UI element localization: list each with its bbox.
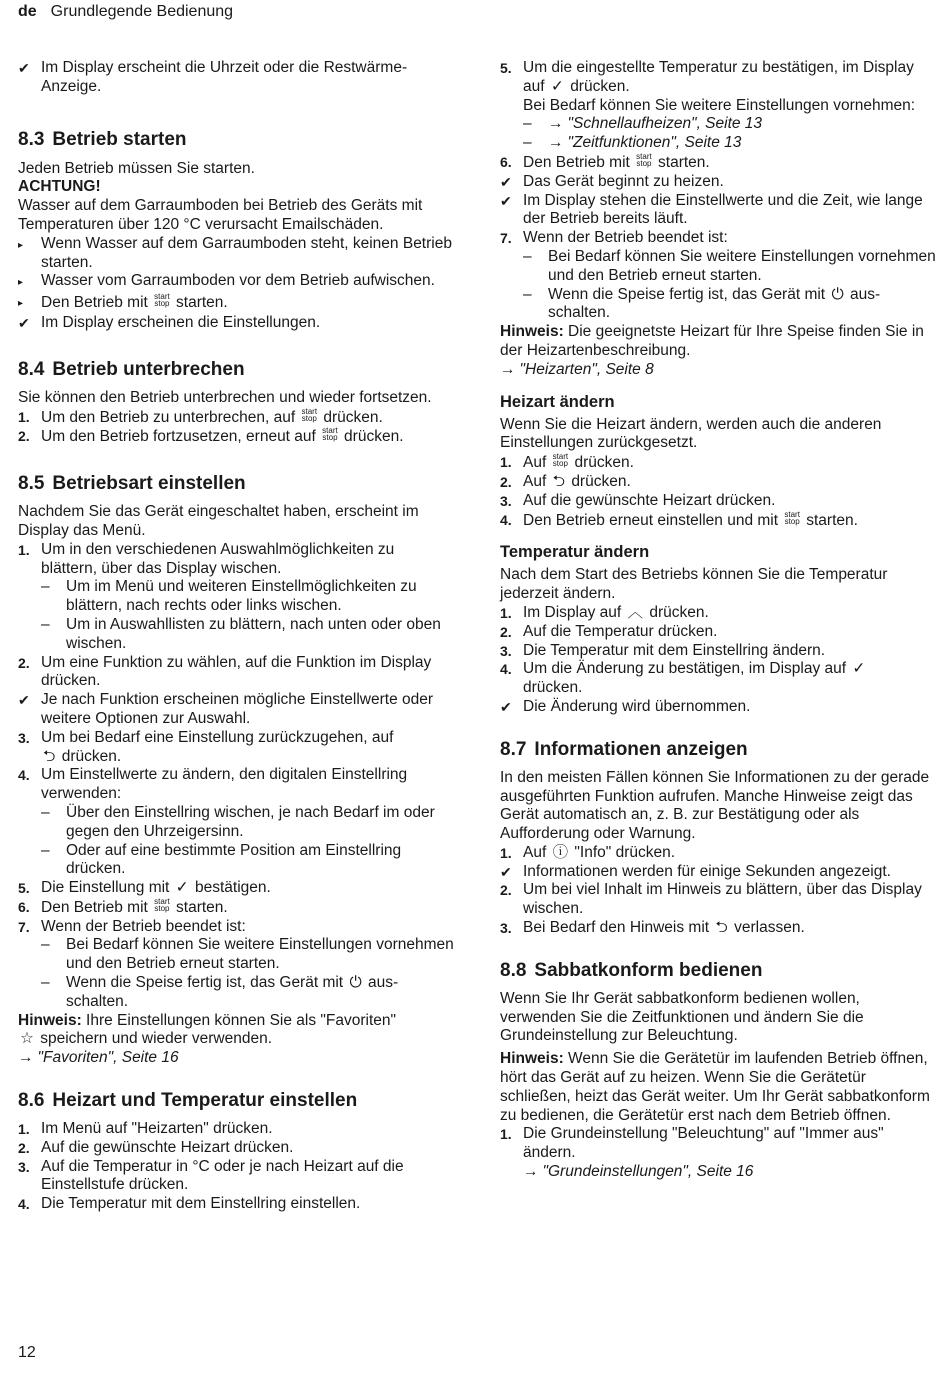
- result-line: ✔ Informationen werden für einige Sekunden angezeigt.: [500, 862, 891, 880]
- result-line: ✔ Im Display erscheinen die Einstellungen.: [18, 313, 321, 331]
- step: 2. Um eine Funktion zu wählen, auf die Funktion im Display drücken.: [18, 653, 432, 690]
- step: 6. Den Betrieb mit start stop starten.: [500, 151, 710, 171]
- step: 5. Die Einstellung mit ✓ bestätigen.: [18, 879, 271, 897]
- hint: Hinweis: Die geeignetste Heizart für Ihre Speise finden Sie in der Heizartenbeschreibung.: [500, 323, 924, 359]
- step: 2. Auf die gewünschte Heizart drücken.: [18, 1138, 294, 1156]
- step: 4. Den Betrieb erneut einstellen und mit start stop starten.: [500, 509, 858, 529]
- back-icon: ⮌: [552, 472, 565, 490]
- heading-temperatur-aendern: Temperatur ändern: [500, 543, 650, 562]
- language-code: de: [18, 3, 37, 20]
- hint: Hinweis: Ihre Einstellungen können Sie als "Favoriten" ☆ speichern und wieder verwenden.: [18, 1011, 397, 1048]
- star-icon: ☆: [20, 1030, 34, 1048]
- back-icon: ⮌: [715, 919, 728, 937]
- sub-item: – Um in Auswahllisten zu blättern, nach unten oder oben wischen.: [41, 615, 441, 652]
- step: 1. Um den Betrieb zu unterbrechen, auf start stop drücken.: [18, 406, 383, 426]
- step: 1. Die Grundeinstellung "Beleuchtung" auf "Immer aus" ändern. → "Grundeinstellungen", Seite 16: [500, 1125, 884, 1181]
- step: 1. Um in den verschiedenen Auswahlmöglichkeiten zu blättern, über das Display wischen.: [18, 540, 395, 577]
- step: 2. Auf die Temperatur drücken.: [500, 622, 718, 640]
- power-icon: ⏻: [349, 974, 362, 992]
- power-icon: ⏻: [831, 285, 844, 303]
- step: 7. Wenn der Betrieb beendet ist:: [500, 229, 728, 247]
- cross-reference: → "Favoriten", Seite 16: [18, 1049, 179, 1067]
- start-stop-icon: start stop: [636, 151, 652, 168]
- heading-8-5: 8.5 Betriebsart einstellen: [18, 473, 246, 495]
- chevron-up-icon: ︿: [627, 603, 644, 621]
- sub-item: – Wenn die Speise fertig ist, das Gerät mit ⏻ ausschalten.: [523, 285, 881, 322]
- heading-8-8: 8.8 Sabbatkonform bedienen: [500, 959, 763, 981]
- arrow-icon: →: [548, 134, 564, 152]
- heading-8-3: 8.3 Betrieb starten: [18, 128, 187, 150]
- page-number: 12: [18, 1344, 36, 1361]
- result-icon: ✔: [500, 698, 512, 715]
- heading-8-7: 8.7 Informationen anzeigen: [500, 738, 748, 760]
- start-stop-icon: start stop: [784, 509, 800, 526]
- arrow-icon: →: [18, 1049, 34, 1067]
- heading-8-6: 8.6 Heizart und Temperatur einstellen: [18, 1090, 358, 1112]
- sub-item: – → "Schnellaufheizen", Seite 13: [523, 115, 763, 133]
- step: 1. Auf ⓘ "Info" drücken.: [500, 843, 676, 861]
- back-icon: ⮌: [43, 747, 56, 765]
- step: 1. Im Menü auf "Heizarten" drücken.: [18, 1120, 273, 1138]
- step: 4. Die Temperatur mit dem Einstellring einstellen.: [18, 1195, 361, 1213]
- action-icon: ▸: [18, 298, 24, 310]
- result-icon: ✔: [18, 60, 30, 76]
- step: 1. Auf start stop drücken.: [500, 452, 634, 472]
- action-icon: ▸: [18, 277, 24, 289]
- page-header: [18, 2, 233, 22]
- action-icon: ▸: [18, 239, 24, 251]
- sub-item: – Über den Einstellring wischen, je nach Bedarf im oder gegen den Uhrzeigersinn.: [41, 803, 435, 840]
- step: 3. Die Temperatur mit dem Einstellring ändern.: [500, 641, 826, 659]
- arrow-icon: →: [500, 360, 516, 378]
- bullet: ▸ Wasser vom Garraumboden vor dem Betrieb aufwischen.: [18, 272, 454, 293]
- result-icon: ✔: [18, 692, 30, 709]
- left-column: ✔ Im Display erscheint die Uhrzeit oder die Restwärme-Anzeige. 8.3 Betrieb starten Jeden Betrieb müssen Sie starten. ACHTUNG! Wasser auf dem Garraumboden bei Betrieb des Geräts mit Temperaturen über 120 °C verursacht Emailschäden. ▸ Wenn Wasser auf dem Garraumboden steht, keinen Betrieb starten. ▸ Wasser vom Garraumboden vor dem Betrieb aufwischen. ▸ Den Betrieb mit start stop starten. ✔ Im Display erscheinen die Einstellungen. 8.4 Betrieb unterbrechen Sie können den Betrieb unterbrechen und wieder fortsetzen. 1. Um den Betrieb zu unterbrechen, auf start stop drücken. 2. Um den Betrieb fortzusetzen, erneut auf start stop drücken. 8.5 Betriebsart einstellen Nachdem Sie das Gerät eingeschaltet haben, erscheint im Display das Menü. 1. Um in den verschiedenen Auswahlmöglichkeiten zu blättern, über das Display wischen. – Um im Menü und weiteren Einstellmöglichkeiten zu blättern, nach rechts oder links wischen. – Um in Auswahllisten zu blättern, nach unten oder oben wischen. 2. Um eine Funktion zu wählen, auf die Funktion im Display drücken. ✔ Je nach Funktion erscheinen mögliche Einstellwerte oder weitere Optionen zur Auswahl. 3. Um bei Bedarf eine Einstellung zurückzugehen, auf ⮌ drücken. 4. Um Einstellwerte zu ändern, den digitalen Einstellring verwenden: – Über den Einstellring wischen, je nach Bedarf im oder gegen den Uhrzeigersinn. – Oder auf eine bestimmte Position am Einstellring drücken. 5. Die Einstellung mit ✓ bestätigen. 6. Den Betrieb mit start stop starten. 7. Wenn der Betrieb beendet ist: – Bei Bedarf können Sie weitere Einstellungen vornehmen und den Betrieb erneut starten. – Wenn die Speise fertig ist, das Gerät mit ⏻ ausschalten. Hinweis: Ihre Einstellungen können Sie als "Favoriten" ☆ speichern und wieder verwenden. → "Favoriten", Seite 16 8.6 Heizart und Temperatur einstellen 1. Im Menü auf "Heizarten" drücken. 2. Auf die gewünschte Heizart drücken. 3. Auf die Temperatur in °C oder je nach Heizart auf die Einstellstufe drücken. 4. Die Temperatur mit dem Einstellring einstellen.: [18, 59, 454, 1213]
- header-title: Grundlegende Bedienung: [50, 3, 234, 20]
- step: 6. Den Betrieb mit start stop starten.: [18, 896, 228, 916]
- check-icon: ✓: [852, 660, 866, 678]
- step: ▸ Den Betrieb mit start stop starten.: [18, 293, 454, 314]
- step: 2. Um den Betrieb fortzusetzen, erneut auf start stop drücken.: [18, 426, 404, 446]
- result-icon: ✔: [500, 863, 512, 880]
- result-line: ✔ Im Display erscheint die Uhrzeit oder die Restwärme-Anzeige.: [18, 59, 408, 95]
- info-icon: ⓘ: [552, 843, 569, 861]
- start-stop-icon: start stop: [322, 426, 338, 443]
- result-line: ✔ Die Änderung wird übernommen.: [500, 697, 751, 715]
- step: 3. Bei Bedarf den Hinweis mit ⮌ verlassen.: [500, 919, 805, 937]
- result-line: ✔ Je nach Funktion erscheinen mögliche Einstellwerte oder weitere Optionen zur Auswahl.: [18, 691, 434, 727]
- step: 2. Um bei viel Inhalt im Hinweis zu blättern, über das Display wischen.: [500, 881, 922, 918]
- step: 3. Auf die Temperatur in °C oder je nach Heizart auf die Einstellstufe drücken.: [18, 1157, 404, 1194]
- hint: Hinweis: Wenn Sie die Gerätetür im laufenden Betrieb öffnen, hört das Gerät auf zu heizen. Wenn Sie die Gerätetür schließen, heizt das Gerät weiter. Um Ihr Gerät sabbatkonform zu bedienen, die Gerätetür erst nach dem Betrieb öffnen.: [500, 1050, 930, 1124]
- check-icon: ✓: [550, 77, 564, 95]
- sub-item: – Bei Bedarf können Sie weitere Einstellungen vornehmen und den Betrieb erneut starten.: [523, 247, 936, 284]
- warning-title: ACHTUNG!: [18, 178, 101, 196]
- sub-item: – Bei Bedarf können Sie weitere Einstellungen vornehmen und den Betrieb erneut starten.: [41, 936, 454, 973]
- right-column: 5. Um die eingestellte Temperatur zu bestätigen, im Display auf ✓ drücken. Bei Bedarf können Sie weitere Einstellungen vornehmen: – → "Schnellaufheizen", Seite 13 – → "Zeitfunktionen", Seite 13 6. Den Betrieb mit start stop starten. ✔ Das Gerät beginnt zu heizen. ✔ Im Display stehen die Einstellwerte und die Zeit, wie lange der Betrieb bereits läuft. 7. Wenn der Betrieb beendet ist: – Bei Bedarf können Sie weitere Einstellungen vornehmen und den Betrieb erneut starten. – Wenn die Speise fertig ist, das Gerät mit ⏻ ausschalten. Hinweis: Die geeignetste Heizart für Ihre Speise finden Sie in der Heizartenbeschreibung. → "Heizarten", Seite 8 Heizart ändern Wenn Sie die Heizart ändern, werden auch die anderen Einstellungen zurückgesetzt. 1. Auf start stop drücken. 2. Auf ⮌ drücken. 3. Auf die gewünschte Heizart drücken. 4. Den Betrieb erneut einstellen und mit start stop starten. Temperatur ändern Nach dem Start des Betriebs können Sie die Temperatur jederzeit ändern. 1. Im Display auf ︿ drücken. 2. Auf die Temperatur drücken. 3. Die Temperatur mit dem Einstellring ändern. 4. Um die Änderung zu bestätigen, im Display auf ✓ drücken. ✔ Die Änderung wird übernommen. 8.7 Informationen anzeigen In den meisten Fällen können Sie Informationen zu der gerade ausgeführten Funktion aufrufen. Manche Hinweise zeigt das Gerät automatisch an, z. B. zur Bestätigung oder als Aufforderung oder Warnung. 1. Auf ⓘ "Info" drücken. ✔ Informationen werden für einige Sekunden angezeigt. 2. Um bei viel Inhalt im Hinweis zu blättern, über das Display wischen. 3. Bei Bedarf den Hinweis mit ⮌ verlassen. 8.8 Sabbatkonform bedienen Wenn Sie Ihr Gerät sabbatkonform bedienen wollen, verwenden Sie die Zeitfunktionen und ändern Sie die Grundeinstellung zur Beleuchtung. Hinweis: Wenn Sie die Gerätetür im laufenden Betrieb öffnen, hört das Gerät auf zu heizen. Wenn Sie die Gerätetür schließen, heizt das Gerät weiter. Um Ihr Gerät sabbatkonform zu bedienen, die Gerätetür erst nach dem Betrieb öffnen. 1. Die Grundeinstellung "Beleuchtung" auf "Immer aus" ändern. → "Grundeinstellungen", Seite 16: [500, 59, 936, 1181]
- sub-item: – Wenn die Speise fertig ist, das Gerät mit ⏻ ausschalten.: [41, 974, 399, 1010]
- step: 3. Auf die gewünschte Heizart drücken.: [500, 491, 776, 509]
- step: 5. Um die eingestellte Temperatur zu bestätigen, im Display auf ✓ drücken. Bei Bedarf können Sie weitere Einstellungen vornehmen:: [500, 59, 916, 114]
- step: 2. Auf ⮌ drücken.: [500, 472, 631, 490]
- start-stop-icon: start stop: [154, 896, 170, 913]
- step: 4. Um die Änderung zu bestätigen, im Display auf ✓ drücken.: [500, 660, 866, 697]
- result-icon: ✔: [500, 192, 512, 209]
- start-stop-icon: start stop: [154, 292, 170, 309]
- result-line: ✔ Im Display stehen die Einstellwerte und die Zeit, wie lange der Betrieb bereits läuft.: [500, 191, 923, 228]
- step: 3. Um bei Bedarf eine Einstellung zurückzugehen, auf ⮌ drücken.: [18, 728, 394, 765]
- start-stop-icon: start stop: [552, 452, 569, 469]
- result-icon: ✔: [18, 314, 30, 331]
- sub-item: – Um im Menü und weiteren Einstellmöglichkeiten zu blättern, nach rechts oder links wischen.: [41, 578, 417, 615]
- bullet: ▸ Wenn Wasser auf dem Garraumboden steht, keinen Betrieb starten.: [18, 234, 452, 271]
- check-icon: ✓: [175, 879, 189, 897]
- heading-8-4: 8.4 Betrieb unterbrechen: [18, 358, 245, 380]
- step: 1. Im Display auf ︿ drücken.: [500, 603, 709, 621]
- arrow-icon: →: [548, 115, 564, 133]
- sub-item: – Oder auf eine bestimmte Position am Einstellring drücken.: [41, 841, 402, 878]
- arrow-icon: →: [523, 1163, 539, 1181]
- heading-heizart-aendern: Heizart ändern: [500, 392, 615, 411]
- sub-item: – → "Zeitfunktionen", Seite 13: [523, 134, 742, 152]
- result-line: ✔ Das Gerät beginnt zu heizen.: [500, 172, 724, 190]
- start-stop-icon: start stop: [301, 406, 318, 423]
- step: 4. Um Einstellwerte zu ändern, den digitalen Einstellring verwenden:: [18, 766, 408, 803]
- cross-reference: → "Heizarten", Seite 8: [500, 360, 654, 378]
- step: 7. Wenn der Betrieb beendet ist:: [18, 917, 246, 935]
- result-icon: ✔: [500, 173, 512, 190]
